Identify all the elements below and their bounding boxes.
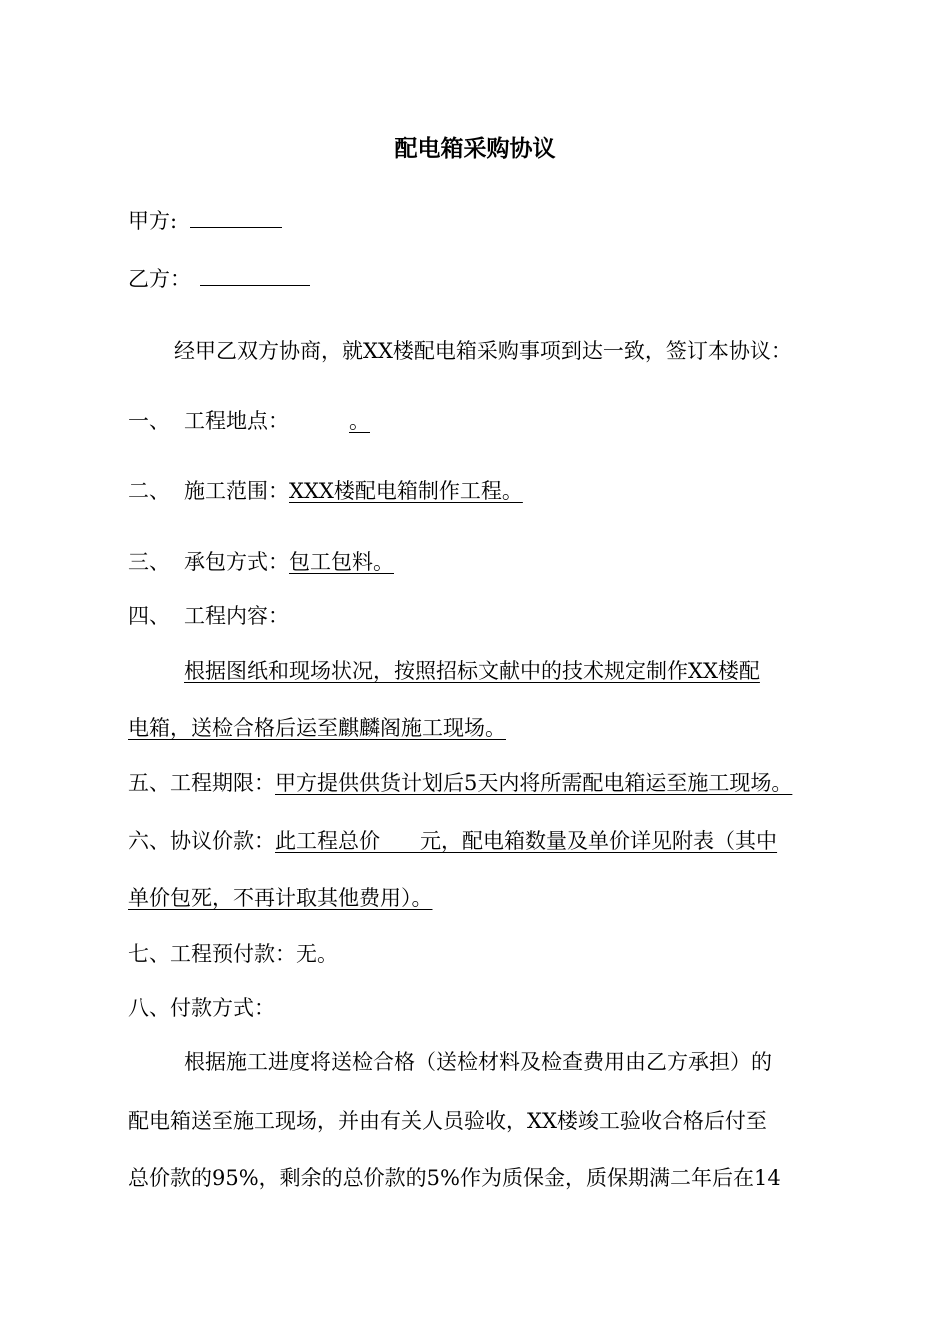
clause-1 xyxy=(128,407,378,435)
party-b-blank xyxy=(200,265,310,286)
clause-4-body-line-1: 根据图纸和现场状况，按照招标文献中的技术规定制作XX楼配 xyxy=(184,659,760,683)
clause-6 xyxy=(128,827,777,855)
clause-1-number: 一、 xyxy=(128,409,170,433)
party-a-line xyxy=(128,207,282,235)
clause-3 xyxy=(128,548,394,576)
clause-8: 八、付款方式： xyxy=(128,996,275,1020)
party-b-label: 乙方： xyxy=(128,267,191,291)
clause-4-number: 四、 xyxy=(128,604,170,628)
clause-1-value: 。 xyxy=(349,409,370,433)
clause-5-value: 甲方提供供货计划后5天内将所需配电箱运至施工现场。 xyxy=(275,771,793,795)
clause-8-body-line-3: 总价款的95%，剩余的总价款的5%作为质保金，质保期满二年后在14 xyxy=(128,1166,781,1190)
clause-2 xyxy=(128,477,523,505)
clause-6-line-2 xyxy=(128,884,433,912)
clause-5 xyxy=(128,769,792,797)
clause-2-number: 二、 xyxy=(128,479,170,503)
clause-3-number: 三、 xyxy=(128,550,170,574)
clause-8-body-line-1: 根据施工进度将送检合格（送检材料及检查费用由乙方承担）的 xyxy=(184,1050,772,1074)
party-b-line xyxy=(128,265,310,293)
party-a-label: 甲方: xyxy=(128,209,178,233)
clause-3-label: 承包方式： xyxy=(184,550,289,574)
clause-6-label: 六、协议价款： xyxy=(128,829,275,853)
clause-1-label: 工程地点： xyxy=(184,409,289,433)
clause-6-value-line-2: 单价包死，不再计取其他费用）。 xyxy=(128,886,433,910)
clause-2-label: 施工范围： xyxy=(184,479,289,503)
clause-4-body-line-2: 电箱，送检合格后运至麒麟阁施工现场。 xyxy=(128,716,506,740)
clause-6-value-line-1: 此工程总价 元，配电箱数量及单价详见附表（其中 xyxy=(275,829,778,853)
document-title: 配电箱采购协议 xyxy=(394,135,556,162)
clause-4-label: 工程内容： xyxy=(184,604,289,628)
intro-paragraph: 经甲乙双方协商，就XX楼配电箱采购事项到达一致，签订本协议： xyxy=(174,339,792,363)
clause-4 xyxy=(128,602,289,630)
clause-5-label: 五、工程期限： xyxy=(128,771,275,795)
party-a-blank xyxy=(190,207,282,228)
clause-3-value: 包工包料。 xyxy=(289,550,394,574)
clause-7: 七、工程预付款：无。 xyxy=(128,942,338,966)
clause-2-value: XXX楼配电箱制作工程。 xyxy=(289,479,523,503)
clause-8-body-line-2: 配电箱送至施工现场，并由有关人员验收，XX楼竣工验收合格后付至 xyxy=(128,1109,767,1133)
